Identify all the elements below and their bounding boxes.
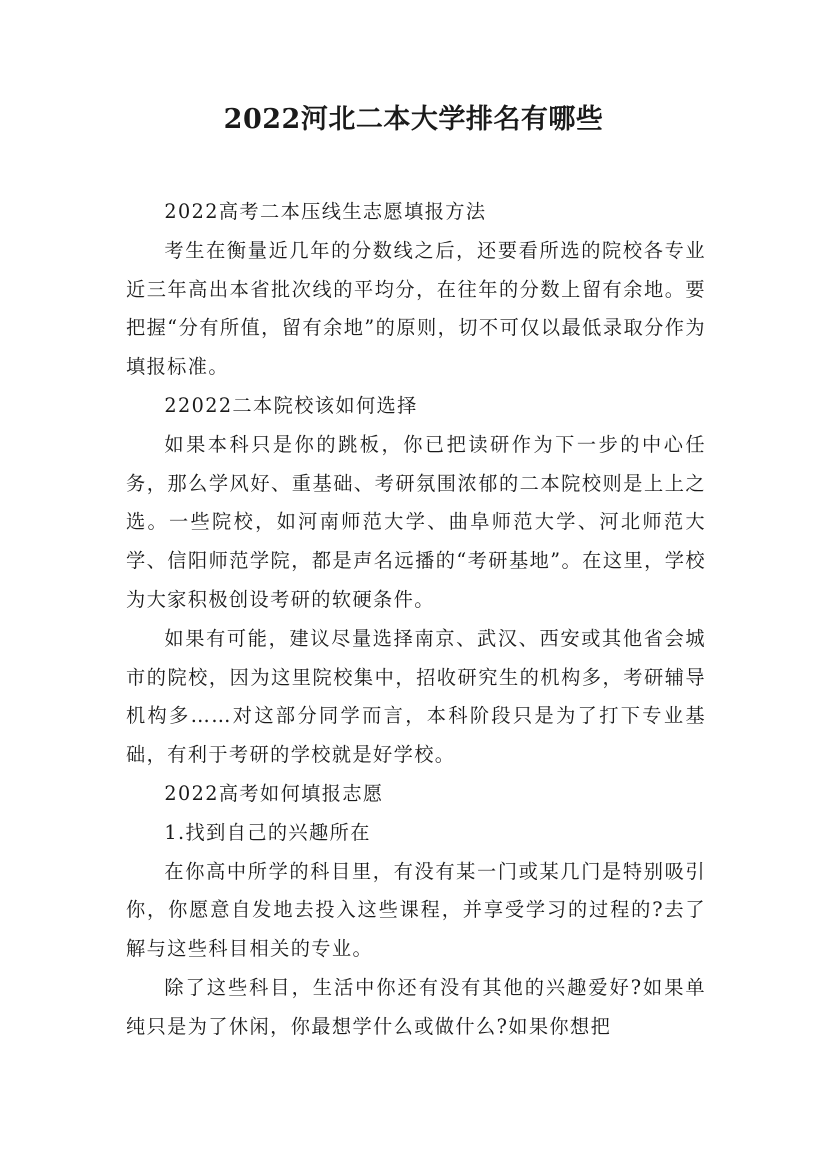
document-title: 2022河北二本大学排名有哪些	[223, 104, 604, 135]
paragraph: 除了这些科目，生活中你还有没有其他的兴趣爱好?如果单纯只是为了休闲，你最想学什么或做什么?如果你想把	[126, 975, 706, 1038]
paragraph: 如果本科只是你的跳板，你已把读研作为下一步的中心任务，那么学风好、重基础、考研氛围浓郁的二本院校则是上上之选。一些院校，如河南师范大学、曲阜师范大学、河北师范大学、信阳师范学院，都是声名远播的“考研基地”。在这里，学校为大家积极创设考研的软硬条件。	[126, 432, 706, 611]
paragraph-subheading: 1.找到自己的兴趣所在	[164, 820, 371, 844]
paragraph-heading-method: 2022高考二本压线生志愿填报方法	[164, 200, 487, 223]
paragraph-heading-fill: 2022高考如何填报志愿	[164, 781, 384, 805]
paragraph: 考生在衡量近几年的分数线之后，还要看所选的院校各专业近三年高出本省批次线的平均分，在往年的分数上留有余地。要把握“分有所值，留有余地”的原则，切不可仅以最低录取分作为填报标准。	[126, 238, 706, 379]
paragraph-heading-choose: 22022二本院校该如何选择	[164, 393, 418, 417]
paragraph: 在你高中所学的科目里，有没有某一门或某几门是特别吸引你，你愿意自发地去投入这些课程，并享受学习的过程的?去了解与这些科目相关的专业。	[126, 859, 706, 961]
document-body	[126, 193, 706, 1047]
paragraph: 如果有可能，建议尽量选择南京、武汉、西安或其他省会城市的院校，因为这里院校集中，招收研究生的机构多，考研辅导机构多……对这部分同学而言，本科阶段只是为了打下专业基础，有利于考研的学校就是好学校。	[126, 626, 706, 767]
